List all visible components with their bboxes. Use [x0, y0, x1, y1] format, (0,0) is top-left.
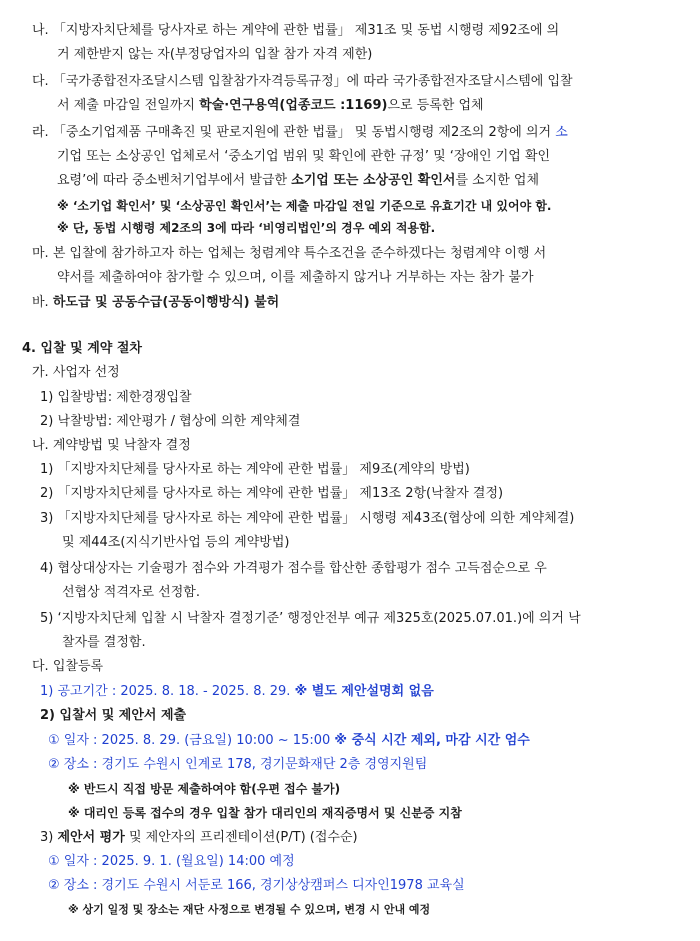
- submission-place: ② 장소 : 경기도 수원시 인계로 178, 경기문화재단 2층 경영지원팀: [48, 757, 428, 772]
- text-run: 1) 공고기간 : 2025. 8. 18. - 2025. 8. 29.: [40, 684, 295, 699]
- eligibility-item-ra-cont2: [57, 170, 539, 192]
- text-run-blue: 소: [555, 125, 568, 140]
- text-run: 바.: [32, 295, 53, 310]
- list-item-cont: 선협상 적격자로 선정함.: [62, 585, 200, 600]
- evaluation-emphasis: 제안서 평가: [57, 830, 125, 845]
- text-run: 으로 등록한 업체: [387, 98, 484, 113]
- list-item: 1) 「지방자치단체를 당사자로 하는 계약에 관한 법률」 제9조(계약의 방법): [40, 462, 470, 477]
- eligibility-item-da: 다. 「국가종합전자조달시스템 입찰참가자격등록규정」에 따라 국가종합전자조달시스템에 입찰: [32, 74, 573, 89]
- list-item: 2) 「지방자치단체를 당사자로 하는 계약에 관한 법률」 제13조 2항(낙찰자 결정): [40, 486, 504, 501]
- list-item: 3) 「지방자치단체를 당사자로 하는 계약에 관한 법률」 시행령 제43조(협상에 의한 계약체결): [40, 511, 575, 526]
- eligibility-note: ※ 단, 동법 시행령 제2조의 3에 따라 ‘비영리법인’의 경우 예외 적용함.: [57, 221, 436, 235]
- list-item-cont: 찰자를 결정함.: [62, 635, 146, 650]
- list-item: [40, 827, 358, 849]
- evaluation-place: ② 장소 : 경기도 수원시 서둔로 166, 경기상상캠퍼스 디자인1978 교육실: [48, 878, 465, 893]
- text-run: ① 일자 : 2025. 8. 29. (금요일) 10:00 ~ 15:00: [48, 733, 335, 748]
- list-item: 4) 협상대상자는 기술평가 점수와 가격평가 점수를 합산한 종합평가 점수 고득점순으로 우: [40, 561, 547, 576]
- list-item-cont: 및 제44조(지식기반사업 등의 계약방법): [62, 535, 290, 550]
- text-run: 요령’에 따라 중소벤처기업부에서 발급한: [57, 173, 292, 188]
- eligibility-item-na-cont: 거 제한받지 않는 자(부정당업자의 입찰 참가 자격 제한): [57, 47, 373, 62]
- deadline-note: ※ 중식 시간 제외, 마감 시간 엄수: [334, 733, 530, 748]
- schedule-change-note: ※ 상기 일정 및 장소는 재단 사정으로 변경될 수 있으며, 변경 시 안내 예정: [68, 903, 431, 916]
- eligibility-note: ※ ‘소기업 확인서’ 및 ‘소상공인 확인서’는 제출 마감일 전일 기준으로 유효기간 내 있어야 함.: [57, 199, 552, 213]
- certificate-emphasis: 소기업 또는 소상공인 확인서: [291, 173, 456, 188]
- eligibility-item-na: 나. 「지방자치단체를 당사자로 하는 계약에 관한 법률」 제31조 및 동법 시행령 제92조에 의: [32, 23, 560, 38]
- text-run: 3): [40, 830, 58, 845]
- list-item: 2) 입찰서 및 제안서 제출: [40, 708, 187, 723]
- submission-note: ※ 반드시 직접 방문 제출하여야 함(우편 접수 불가): [68, 782, 341, 796]
- subsection-title: 다. 입찰등록: [32, 659, 104, 674]
- submission-note: ※ 대리인 등록 접수의 경우 입찰 참가 대리인의 재직증명서 및 신분증 지참: [68, 806, 462, 820]
- eligibility-item-ma: 마. 본 입찰에 참가하고자 하는 업체는 청렴계약 특수조건을 준수하겠다는 청렴계약 이행 서: [32, 246, 547, 261]
- list-item: 5) ‘지방자치단체 입찰 시 낙찰자 결정기준’ 행정안전부 예규 제325호(2025.07.01.)에 의거 낙: [40, 611, 581, 626]
- submission-date: [48, 730, 530, 752]
- subcontract-prohibition: 하도급 및 공동수급(공동이행방식) 불허: [52, 295, 280, 310]
- list-item: 2) 낙찰방법: 제안평가 / 협상에 의한 계약체결: [40, 414, 301, 429]
- eligibility-item-ma-cont: 약서를 제출하여야 참가할 수 있으며, 이를 제출하지 않거나 거부하는 자는 참가 불가: [57, 270, 534, 285]
- list-item: 1) 입찰방법: 제한경쟁입찰: [40, 390, 192, 405]
- eligibility-item-ba: [32, 292, 279, 314]
- industry-code-emphasis: 학술·연구용역(업종코드 :1169): [199, 98, 388, 113]
- subsection-title: 나. 계약방법 및 낙찰자 결정: [32, 438, 191, 453]
- text-run: 라. 「중소기업제품 구매촉진 및 판로지원에 관한 법률」 및 동법시행령 제2조의 2항에 의거: [32, 125, 556, 140]
- text-run: 를 소지한 업체: [455, 173, 540, 188]
- eligibility-item-ra-cont: 기업 또는 소상공인 업체로서 ‘중소기업 범위 및 확인에 관한 규정’ 및 ‘장애인 기업 확인: [57, 149, 551, 164]
- announcement-period: [40, 681, 434, 703]
- text-run: 및 제안자의 프리젠테이션(P/T) (접수순): [124, 830, 358, 845]
- evaluation-date: ① 일자 : 2025. 9. 1. (월요일) 14:00 예정: [48, 854, 295, 869]
- section-heading: 4. 입찰 및 계약 절차: [22, 341, 142, 356]
- eligibility-item-da-cont: [57, 95, 484, 117]
- subsection-title: 가. 사업자 선정: [32, 365, 120, 380]
- eligibility-item-ra: [32, 122, 568, 144]
- text-run: 서 제출 마감일 전일까지: [57, 98, 200, 113]
- no-briefing-note: ※ 별도 제안설명회 없음: [294, 684, 434, 699]
